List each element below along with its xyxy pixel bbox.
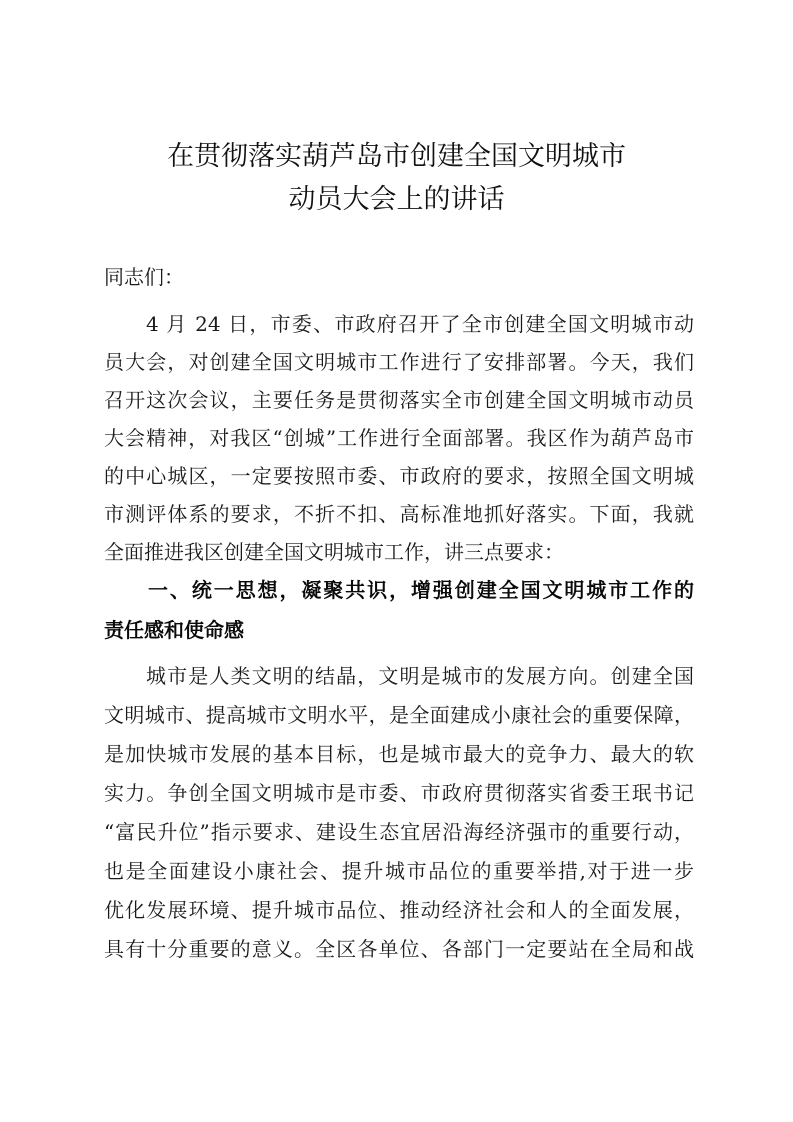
paragraph-2-line: 优化发展环境、提升城市品位、推动经济社会和人的全面发展， xyxy=(104,898,694,922)
paragraph-1-line: 大会精神，对我区“创城”工作进行全面部署。我区作为葫芦岛市 xyxy=(104,426,694,450)
paragraph-1-line: 的中心城区，一定要按照市委、市政府的要求，按照全国文明城 xyxy=(104,464,694,488)
paragraph-1-line: 市测评体系的要求，不折不扣、高标准地抓好落实。下面，我就 xyxy=(104,502,694,526)
paragraph-1-line: 员大会，对创建全国文明城市工作进行了安排部署。今天，我们 xyxy=(104,350,694,374)
paragraph-1-line: 全面推进我区创建全国文明城市工作，讲三点要求： xyxy=(104,540,564,564)
paragraph-2-line: 文明城市、提高城市文明水平，是全面建成小康社会的重要保障， xyxy=(104,703,694,727)
paragraph-2-line: 也是全面建设小康社会、提升城市品位的重要举措,对于进一步 xyxy=(104,859,694,883)
paragraph-1-line: 4 月 24 日，市委、市政府召开了全市创建全国文明城市动 xyxy=(146,312,694,336)
paragraph-2-line: “富民升位”指示要求、建设生态宜居沿海经济强市的重要行动， xyxy=(104,820,694,844)
paragraph-2-line: 具有十分重要的意义。全区各单位、各部门一定要站在全局和战 xyxy=(104,937,694,961)
paragraph-2-line: 城市是人类文明的结晶，文明是城市的发展方向。创建全国 xyxy=(146,664,694,688)
document-title-line-1: 在贯彻落实葫芦岛市创建全国文明城市 xyxy=(167,141,626,172)
paragraph-1-line: 召开这次会议，主要任务是贯彻落实全市创建全国文明城市动员 xyxy=(104,388,694,412)
section-heading-1-line-2: 责任感和使命感 xyxy=(104,618,244,642)
paragraph-2-line: 实力。争创全国文明城市是市委、市政府贯彻落实省委王珉书记 xyxy=(104,781,694,805)
section-heading-1-line-1: 一、统一思想，凝聚共识，增强创建全国文明城市工作的 xyxy=(148,578,694,602)
document-title-line-2: 动员大会上的讲话 xyxy=(288,184,505,215)
salutation: 同志们： xyxy=(104,265,184,289)
paragraph-2-line: 是加快城市发展的基本目标，也是城市最大的竞争力、最大的软 xyxy=(104,742,694,766)
